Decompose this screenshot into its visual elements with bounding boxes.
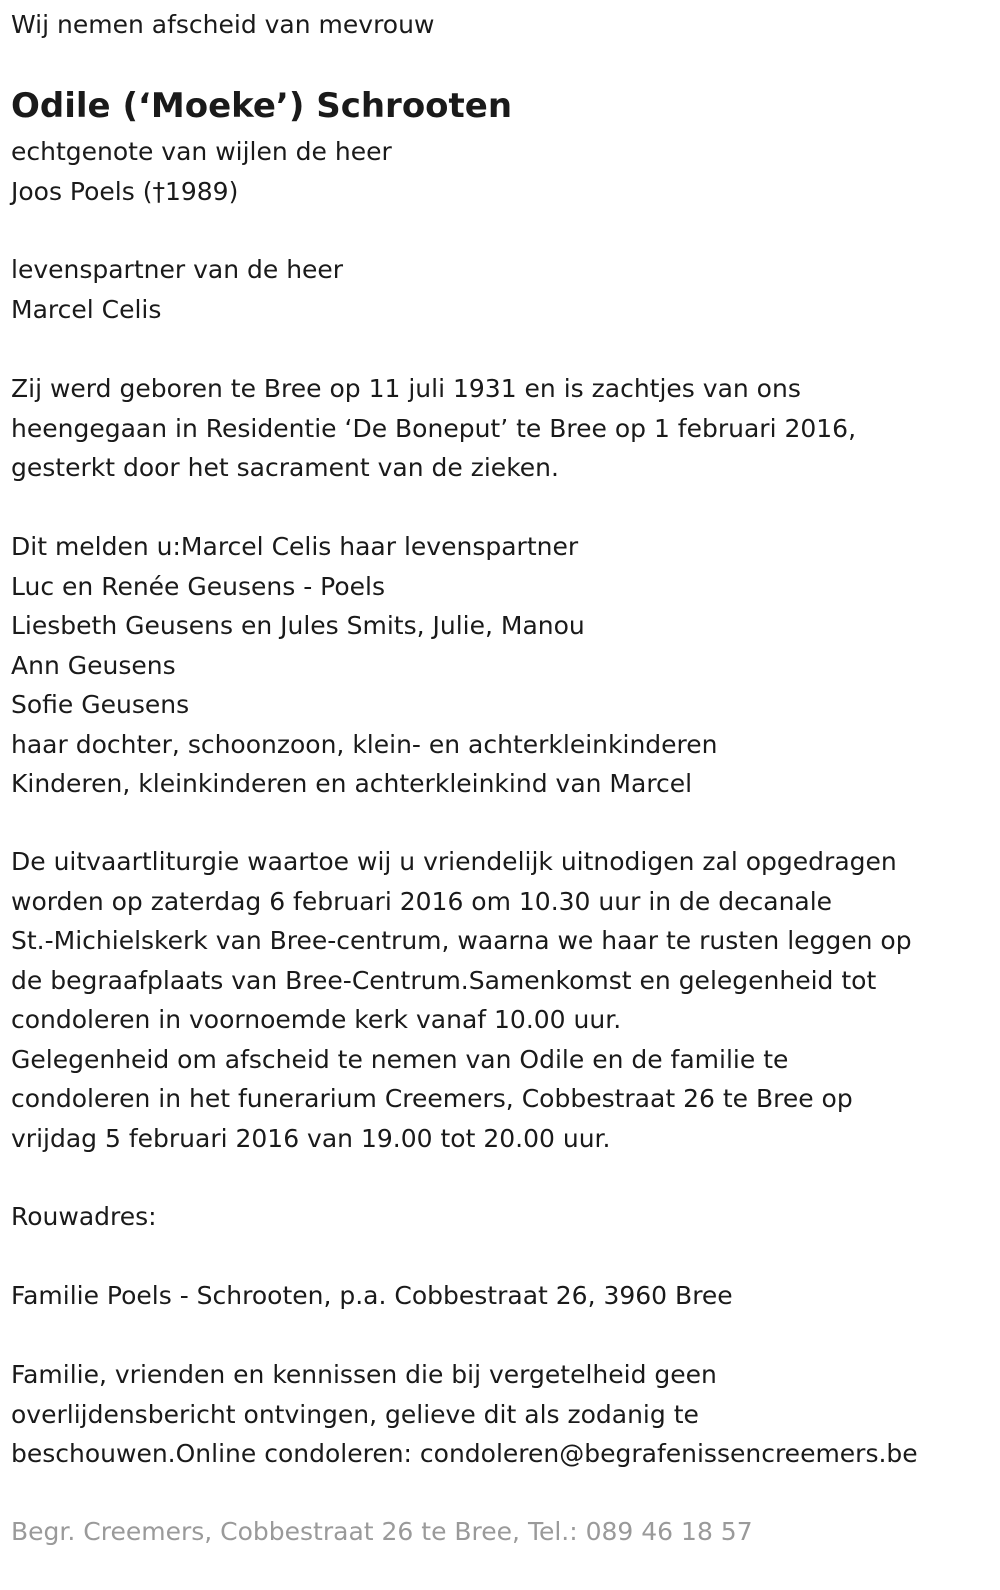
intro-text: Wij nemen afscheid van mevrouw (11, 10, 435, 39)
closing-block (11, 1355, 918, 1474)
funeral-line: worden op zaterdag 6 februari 2016 om 10.30 uur in de decanale (11, 886, 833, 916)
life-line: heengegaan in Residentie ‘De Boneput’ te Bree op 1 februari 2016, (11, 413, 857, 443)
partner-line: Marcel Celis (11, 294, 162, 324)
family-line: Ann Geusens (11, 650, 176, 680)
life-block (11, 369, 856, 488)
family-line: Kinderen, kleinkinderen en achterkleinkind van Marcel (11, 769, 693, 798)
partner-block (11, 250, 343, 329)
family-line: Liesbeth Geusens en Jules Smits, Julie, Manou (11, 611, 585, 640)
funeral-line: De uitvaartliturgie waartoe wij u vriendelijk uitnodigen zal opgedragen (11, 847, 897, 876)
address-block (11, 1276, 733, 1316)
funeral-line: St.-Michielskerk van Bree-centrum, waarna we haar te rusten leggen op (11, 926, 912, 955)
family-line: Dit melden u:Marcel Celis haar levenspartner (11, 532, 579, 561)
undertaker-footer: Begr. Creemers, Cobbestraat 26 te Bree, Tel.: 089 46 18 57 (11, 1517, 753, 1546)
funeral-line: Gelegenheid om afscheid te nemen van Odile en de familie te (11, 1044, 789, 1074)
life-line: Zij werd geboren te Bree op 11 juli 1931 en is zachtjes van ons (11, 374, 801, 403)
closing-line: overlijdensbericht ontvingen, gelieve dit als zodanig te (11, 1399, 699, 1429)
funeral-line: condoleren in het funerarium Creemers, Cobbestraat 26 te Bree op (11, 1084, 853, 1113)
closing-line: Familie, vrienden en kennissen die bij vergetelheid geen (11, 1360, 717, 1389)
family-line: haar dochter, schoonzoon, klein- en achterkleinkinderen (11, 729, 718, 759)
family-line: Sofie Geusens (11, 690, 190, 719)
spouse-block (11, 132, 392, 211)
partner-line: levenspartner van de heer (11, 255, 344, 284)
mourning-address: Familie Poels - Schrooten, p.a. Cobbestraat 26, 3960 Bree (11, 1281, 733, 1310)
life-line: gesterkt door het sacrament van de zieken. (11, 453, 559, 482)
address-label-block (11, 1197, 157, 1237)
address-label: Rouwadres: (11, 1202, 157, 1231)
closing-line: beschouwen.Online condoleren: condoleren@begrafenissencreemers.be (11, 1439, 918, 1468)
spouse-line: echtgenote van wijlen de heer (11, 137, 392, 166)
funeral-line: de begraafplaats van Bree-Centrum.Samenkomst en gelegenheid tot (11, 965, 877, 995)
funeral-block (11, 842, 912, 1158)
family-line: Luc en Renée Geusens - Poels (11, 571, 385, 601)
funeral-line: condoleren in voornoemde kerk vanaf 10.00 uur. (11, 1005, 622, 1034)
family-block (11, 527, 718, 804)
spouse-line: Joos Poels (†1989) (11, 176, 239, 206)
deceased-name: Odile (‘Moeke’) Schrooten (11, 86, 513, 126)
funeral-line: vrijdag 5 februari 2016 van 19.00 tot 20.00 uur. (11, 1123, 611, 1153)
